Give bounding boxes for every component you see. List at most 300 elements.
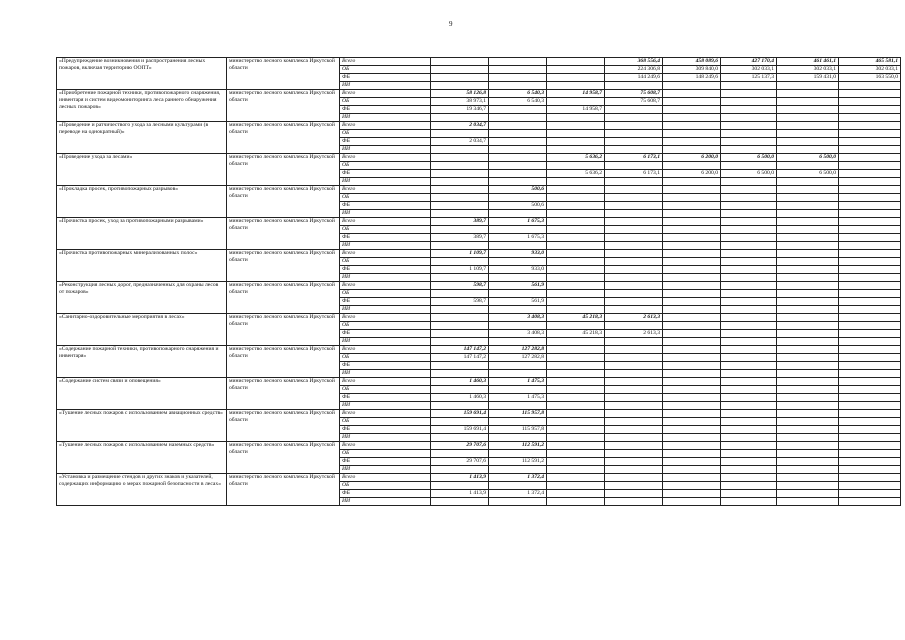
value-cell bbox=[547, 370, 605, 378]
funding-source-cell: ИИ bbox=[340, 210, 431, 218]
value-cell bbox=[431, 162, 489, 170]
value-cell: 112 591,2 bbox=[489, 442, 547, 450]
value-cell: 6 500,0 bbox=[721, 170, 777, 178]
value-cell bbox=[605, 482, 663, 490]
value-cell bbox=[605, 474, 663, 482]
value-cell bbox=[489, 482, 547, 490]
value-cell bbox=[839, 386, 901, 394]
measure-name: «Тушение лесных пожаров с использованием наземных средств» bbox=[57, 442, 227, 474]
value-cell bbox=[663, 138, 721, 146]
value-cell bbox=[489, 226, 547, 234]
value-cell bbox=[777, 410, 839, 418]
value-cell bbox=[663, 466, 721, 474]
value-cell bbox=[839, 450, 901, 458]
value-cell: 461 461,1 bbox=[777, 58, 839, 66]
value-cell: 1 460,3 bbox=[431, 394, 489, 402]
value-cell bbox=[489, 122, 547, 130]
value-cell bbox=[605, 442, 663, 450]
value-cell: 598,7 bbox=[431, 282, 489, 290]
funding-source-cell: Всего bbox=[340, 378, 431, 386]
value-cell bbox=[489, 162, 547, 170]
value-cell bbox=[547, 146, 605, 154]
executor-cell: министерство лесного комплекса Иркутской области bbox=[227, 442, 340, 474]
value-cell bbox=[547, 490, 605, 498]
value-cell: 159 691,4 bbox=[431, 410, 489, 418]
value-cell bbox=[721, 450, 777, 458]
value-cell bbox=[663, 418, 721, 426]
value-cell: 45 218,3 bbox=[547, 314, 605, 322]
value-cell bbox=[663, 274, 721, 282]
value-cell bbox=[431, 146, 489, 154]
value-cell bbox=[721, 482, 777, 490]
value-cell: 147 147,2 bbox=[431, 346, 489, 354]
value-cell bbox=[431, 226, 489, 234]
value-cell bbox=[547, 402, 605, 410]
value-cell bbox=[777, 474, 839, 482]
funding-source-cell: ОБ bbox=[340, 418, 431, 426]
value-cell bbox=[721, 474, 777, 482]
value-cell: 19 346,7 bbox=[431, 106, 489, 114]
value-cell bbox=[605, 306, 663, 314]
value-cell bbox=[605, 146, 663, 154]
funding-source-cell: ОБ bbox=[340, 130, 431, 138]
funding-source-cell: Всего bbox=[340, 186, 431, 194]
value-cell bbox=[605, 122, 663, 130]
funding-source-cell: ФБ bbox=[340, 426, 431, 434]
value-cell bbox=[777, 378, 839, 386]
value-cell: 933,0 bbox=[489, 266, 547, 274]
value-cell: 6 500,0 bbox=[777, 154, 839, 162]
funding-source-cell: ИИ bbox=[340, 82, 431, 90]
value-cell bbox=[489, 194, 547, 202]
value-cell bbox=[605, 386, 663, 394]
value-cell bbox=[431, 74, 489, 82]
value-cell bbox=[431, 314, 489, 322]
value-cell bbox=[605, 370, 663, 378]
value-cell: 389,7 bbox=[431, 234, 489, 242]
value-cell bbox=[605, 106, 663, 114]
value-cell bbox=[489, 274, 547, 282]
value-cell bbox=[547, 466, 605, 474]
value-cell bbox=[547, 346, 605, 354]
value-cell bbox=[839, 234, 901, 242]
value-cell bbox=[721, 354, 777, 362]
value-cell bbox=[605, 258, 663, 266]
value-cell bbox=[489, 290, 547, 298]
value-cell bbox=[605, 178, 663, 186]
funding-source-cell: ИИ bbox=[340, 338, 431, 346]
value-cell bbox=[721, 186, 777, 194]
value-cell bbox=[721, 242, 777, 250]
value-cell bbox=[777, 258, 839, 266]
value-cell bbox=[605, 274, 663, 282]
value-cell bbox=[839, 402, 901, 410]
value-cell bbox=[431, 306, 489, 314]
funding-source-cell: ОБ bbox=[340, 258, 431, 266]
value-cell bbox=[839, 130, 901, 138]
value-cell bbox=[721, 442, 777, 450]
value-cell bbox=[431, 482, 489, 490]
value-cell: 6 540,3 bbox=[489, 98, 547, 106]
value-cell bbox=[547, 410, 605, 418]
value-cell bbox=[663, 490, 721, 498]
value-cell bbox=[777, 82, 839, 90]
table-row bbox=[57, 58, 901, 66]
value-cell bbox=[547, 354, 605, 362]
value-cell bbox=[663, 386, 721, 394]
value-cell bbox=[431, 202, 489, 210]
value-cell bbox=[431, 178, 489, 186]
table-row bbox=[57, 154, 901, 162]
funding-source-cell: ФБ bbox=[340, 170, 431, 178]
value-cell bbox=[839, 138, 901, 146]
value-cell bbox=[663, 130, 721, 138]
executor-cell: министерство лесного комплекса Иркутской области bbox=[227, 346, 340, 378]
value-cell bbox=[777, 282, 839, 290]
value-cell bbox=[721, 250, 777, 258]
value-cell bbox=[547, 426, 605, 434]
value-cell bbox=[547, 394, 605, 402]
value-cell bbox=[721, 90, 777, 98]
value-cell bbox=[547, 66, 605, 74]
value-cell bbox=[839, 498, 901, 506]
value-cell bbox=[777, 186, 839, 194]
value-cell bbox=[721, 274, 777, 282]
funding-source-cell: Всего bbox=[340, 154, 431, 162]
value-cell bbox=[721, 346, 777, 354]
value-cell: 2 613,3 bbox=[605, 314, 663, 322]
value-cell bbox=[721, 146, 777, 154]
value-cell bbox=[777, 418, 839, 426]
funding-source-cell: ФБ bbox=[340, 490, 431, 498]
value-cell: 2 613,3 bbox=[605, 330, 663, 338]
value-cell bbox=[489, 338, 547, 346]
value-cell bbox=[721, 210, 777, 218]
value-cell bbox=[777, 322, 839, 330]
value-cell bbox=[431, 170, 489, 178]
value-cell bbox=[839, 146, 901, 154]
table-row bbox=[57, 122, 901, 130]
value-cell bbox=[777, 370, 839, 378]
table-row bbox=[57, 218, 901, 226]
value-cell bbox=[605, 114, 663, 122]
value-cell bbox=[777, 290, 839, 298]
executor-cell: министерство лесного комплекса Иркутской области bbox=[227, 58, 340, 90]
value-cell bbox=[489, 258, 547, 266]
value-cell bbox=[721, 434, 777, 442]
value-cell bbox=[605, 450, 663, 458]
executor-cell: министерство лесного комплекса Иркутской области bbox=[227, 282, 340, 314]
value-cell bbox=[777, 250, 839, 258]
value-cell bbox=[721, 138, 777, 146]
value-cell bbox=[839, 210, 901, 218]
value-cell bbox=[547, 234, 605, 242]
value-cell: 5 636,2 bbox=[547, 170, 605, 178]
value-cell bbox=[547, 322, 605, 330]
value-cell: 6 200,0 bbox=[663, 170, 721, 178]
value-cell bbox=[663, 394, 721, 402]
value-cell bbox=[777, 314, 839, 322]
value-cell: 1 372,4 bbox=[489, 490, 547, 498]
value-cell bbox=[777, 394, 839, 402]
value-cell: 127 282,8 bbox=[489, 354, 547, 362]
value-cell bbox=[663, 282, 721, 290]
funding-source-cell: ФБ bbox=[340, 202, 431, 210]
value-cell bbox=[839, 290, 901, 298]
value-cell: 1 413,9 bbox=[431, 490, 489, 498]
value-cell bbox=[839, 314, 901, 322]
value-cell bbox=[839, 434, 901, 442]
value-cell bbox=[605, 266, 663, 274]
value-cell bbox=[547, 130, 605, 138]
value-cell bbox=[605, 490, 663, 498]
value-cell bbox=[547, 282, 605, 290]
measure-name: «Приобретение пожарной техники, противопожарного снаряжения, инвентаря и систем видеомониторинга леса раннего обнаружения лесных пожаров» bbox=[57, 90, 227, 122]
value-cell bbox=[777, 402, 839, 410]
value-cell bbox=[663, 442, 721, 450]
funding-source-cell: ОБ bbox=[340, 482, 431, 490]
value-cell: 6 200,0 bbox=[663, 154, 721, 162]
value-cell: 29 707,6 bbox=[431, 442, 489, 450]
funding-source-cell: Всего bbox=[340, 250, 431, 258]
value-cell: 2 034,7 bbox=[431, 138, 489, 146]
measure-name: «Санитарно-оздоровительные мероприятия в лесах» bbox=[57, 314, 227, 346]
value-cell bbox=[839, 258, 901, 266]
value-cell bbox=[489, 106, 547, 114]
funding-source-cell: ОБ bbox=[340, 386, 431, 394]
value-cell bbox=[663, 426, 721, 434]
value-cell bbox=[605, 202, 663, 210]
value-cell bbox=[431, 402, 489, 410]
funding-source-cell: ИИ bbox=[340, 402, 431, 410]
value-cell bbox=[663, 378, 721, 386]
funding-source-cell: ИИ bbox=[340, 274, 431, 282]
value-cell: 2 034,7 bbox=[431, 122, 489, 130]
value-cell bbox=[431, 82, 489, 90]
value-cell bbox=[489, 362, 547, 370]
value-cell bbox=[839, 482, 901, 490]
value-cell: 309 840,0 bbox=[663, 66, 721, 74]
value-cell bbox=[777, 490, 839, 498]
value-cell bbox=[547, 378, 605, 386]
funding-source-cell: Всего bbox=[340, 218, 431, 226]
funding-source-cell: ОБ bbox=[340, 354, 431, 362]
table-row bbox=[57, 410, 901, 418]
value-cell bbox=[839, 226, 901, 234]
executor-cell: министерство лесного комплекса Иркутской области bbox=[227, 90, 340, 122]
value-cell bbox=[663, 210, 721, 218]
value-cell bbox=[663, 458, 721, 466]
value-cell: 302 033,1 bbox=[839, 66, 901, 74]
value-cell bbox=[721, 314, 777, 322]
value-cell: 561,9 bbox=[489, 282, 547, 290]
value-cell bbox=[663, 122, 721, 130]
value-cell bbox=[431, 130, 489, 138]
budget-table bbox=[56, 57, 901, 506]
value-cell bbox=[431, 242, 489, 250]
measure-name: «Содержание пожарной техники, противопожарного снаряжения и инвентаря» bbox=[57, 346, 227, 378]
funding-source-cell: ФБ bbox=[340, 330, 431, 338]
value-cell: 58 126,8 bbox=[431, 90, 489, 98]
value-cell bbox=[777, 202, 839, 210]
value-cell bbox=[663, 314, 721, 322]
value-cell bbox=[547, 450, 605, 458]
value-cell bbox=[839, 82, 901, 90]
value-cell bbox=[605, 354, 663, 362]
value-cell bbox=[431, 290, 489, 298]
value-cell bbox=[777, 266, 839, 274]
value-cell bbox=[431, 370, 489, 378]
value-cell bbox=[663, 346, 721, 354]
executor-cell: министерство лесного комплекса Иркутской области bbox=[227, 378, 340, 410]
value-cell bbox=[777, 346, 839, 354]
value-cell bbox=[839, 322, 901, 330]
value-cell bbox=[547, 162, 605, 170]
executor-cell: министерство лесного комплекса Иркутской области bbox=[227, 154, 340, 186]
value-cell bbox=[721, 178, 777, 186]
funding-source-cell: ФБ bbox=[340, 138, 431, 146]
value-cell bbox=[605, 282, 663, 290]
value-cell bbox=[489, 210, 547, 218]
value-cell: 1 475,3 bbox=[489, 394, 547, 402]
value-cell bbox=[839, 114, 901, 122]
value-cell bbox=[839, 154, 901, 162]
value-cell bbox=[605, 242, 663, 250]
value-cell bbox=[547, 474, 605, 482]
value-cell bbox=[663, 202, 721, 210]
value-cell bbox=[547, 498, 605, 506]
value-cell bbox=[839, 298, 901, 306]
value-cell bbox=[547, 434, 605, 442]
value-cell bbox=[663, 354, 721, 362]
value-cell bbox=[839, 162, 901, 170]
funding-source-cell: ОБ bbox=[340, 66, 431, 74]
value-cell bbox=[839, 274, 901, 282]
value-cell bbox=[839, 266, 901, 274]
value-cell bbox=[489, 138, 547, 146]
value-cell bbox=[721, 394, 777, 402]
value-cell bbox=[547, 74, 605, 82]
measure-name: «Прокладка просек, противопожарных разрывов» bbox=[57, 186, 227, 218]
value-cell bbox=[839, 442, 901, 450]
value-cell: 224 306,8 bbox=[605, 66, 663, 74]
value-cell: 1 475,3 bbox=[489, 378, 547, 386]
value-cell bbox=[777, 386, 839, 394]
value-cell bbox=[605, 250, 663, 258]
value-cell: 389,7 bbox=[431, 218, 489, 226]
value-cell bbox=[663, 146, 721, 154]
value-cell bbox=[777, 106, 839, 114]
funding-source-cell: ОБ bbox=[340, 290, 431, 298]
value-cell bbox=[777, 162, 839, 170]
value-cell bbox=[605, 130, 663, 138]
value-cell bbox=[605, 194, 663, 202]
value-cell bbox=[431, 186, 489, 194]
value-cell bbox=[489, 146, 547, 154]
value-cell bbox=[721, 298, 777, 306]
measure-name: «Тушение лесных пожаров с использованием авиационных средств» bbox=[57, 410, 227, 442]
value-cell bbox=[605, 138, 663, 146]
funding-source-cell: ИИ bbox=[340, 242, 431, 250]
value-cell bbox=[839, 354, 901, 362]
value-cell bbox=[777, 138, 839, 146]
value-cell bbox=[547, 386, 605, 394]
value-cell bbox=[777, 338, 839, 346]
value-cell bbox=[431, 154, 489, 162]
funding-source-cell: ОБ bbox=[340, 226, 431, 234]
value-cell bbox=[663, 242, 721, 250]
value-cell: 368 556,4 bbox=[605, 58, 663, 66]
value-cell bbox=[489, 242, 547, 250]
value-cell bbox=[605, 498, 663, 506]
funding-source-cell: ИИ bbox=[340, 466, 431, 474]
value-cell bbox=[721, 226, 777, 234]
value-cell: 302 033,1 bbox=[721, 66, 777, 74]
value-cell bbox=[777, 226, 839, 234]
value-cell bbox=[663, 90, 721, 98]
value-cell bbox=[839, 426, 901, 434]
value-cell bbox=[721, 122, 777, 130]
value-cell bbox=[777, 434, 839, 442]
value-cell bbox=[605, 418, 663, 426]
value-cell bbox=[489, 74, 547, 82]
value-cell bbox=[605, 290, 663, 298]
value-cell: 1 675,3 bbox=[489, 218, 547, 226]
funding-source-cell: ФБ bbox=[340, 362, 431, 370]
value-cell: 38 973,1 bbox=[431, 98, 489, 106]
executor-cell: министерство лесного комплекса Иркутской области bbox=[227, 474, 340, 506]
value-cell bbox=[839, 378, 901, 386]
value-cell bbox=[547, 362, 605, 370]
value-cell bbox=[663, 98, 721, 106]
value-cell bbox=[721, 194, 777, 202]
value-cell bbox=[663, 218, 721, 226]
value-cell bbox=[489, 322, 547, 330]
value-cell: 14 958,7 bbox=[547, 90, 605, 98]
value-cell bbox=[489, 66, 547, 74]
funding-source-cell: ФБ bbox=[340, 234, 431, 242]
value-cell bbox=[431, 386, 489, 394]
value-cell bbox=[839, 218, 901, 226]
value-cell bbox=[777, 98, 839, 106]
value-cell bbox=[547, 298, 605, 306]
funding-source-cell: Всего bbox=[340, 474, 431, 482]
value-cell: 112 591,2 bbox=[489, 458, 547, 466]
value-cell bbox=[605, 426, 663, 434]
table-row bbox=[57, 314, 901, 322]
value-cell: 29 707,6 bbox=[431, 458, 489, 466]
value-cell bbox=[839, 202, 901, 210]
value-cell bbox=[777, 426, 839, 434]
funding-source-cell: Всего bbox=[340, 314, 431, 322]
value-cell bbox=[663, 290, 721, 298]
measure-name: «Проведение и ратчичествого ухода за лесными культурами (в переводе на однократный)» bbox=[57, 122, 227, 154]
value-cell bbox=[663, 498, 721, 506]
value-cell bbox=[605, 218, 663, 226]
value-cell bbox=[489, 466, 547, 474]
funding-source-cell: ИИ bbox=[340, 498, 431, 506]
value-cell bbox=[777, 234, 839, 242]
value-cell bbox=[431, 66, 489, 74]
value-cell: 598,7 bbox=[431, 298, 489, 306]
funding-source-cell: ФБ bbox=[340, 266, 431, 274]
funding-source-cell: ИИ bbox=[340, 178, 431, 186]
table-row bbox=[57, 474, 901, 482]
value-cell: 127 282,8 bbox=[489, 346, 547, 354]
value-cell bbox=[839, 178, 901, 186]
value-cell bbox=[431, 322, 489, 330]
value-cell bbox=[777, 114, 839, 122]
